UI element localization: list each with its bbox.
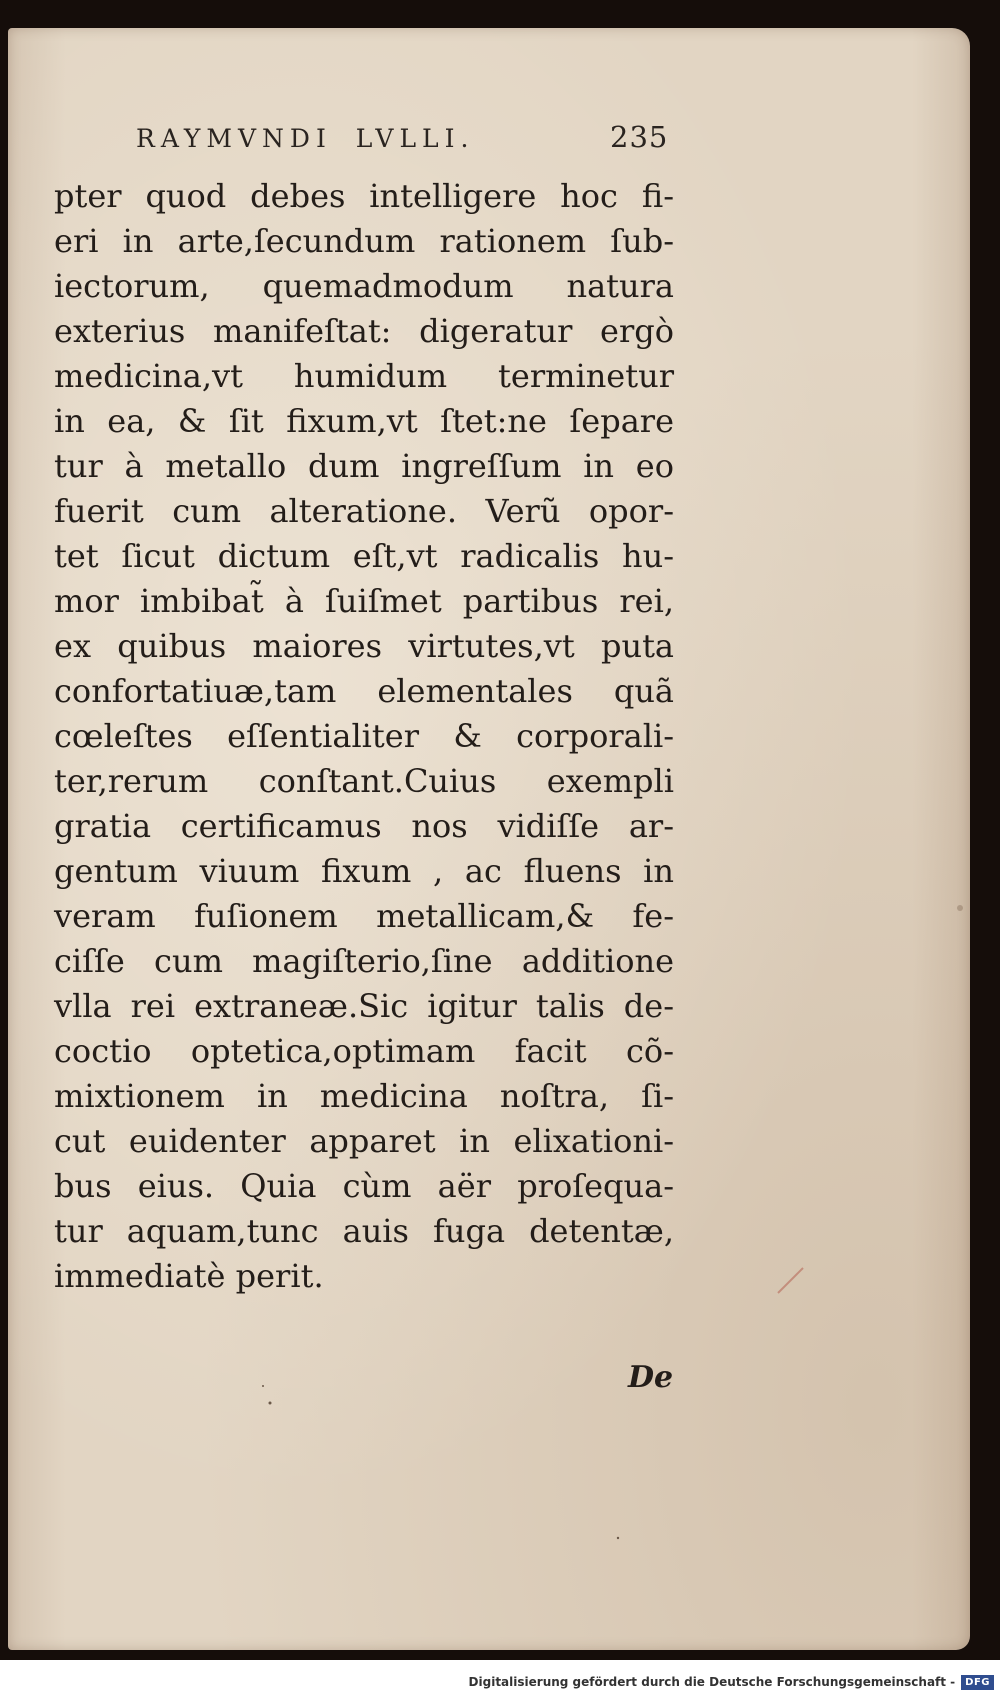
text-line: confortatiuæ,tam elementales quã <box>54 672 674 710</box>
text-line: cut euidenter apparet in elixationi- <box>54 1122 674 1160</box>
text-line: pter quod debes intelligere hoc fi- <box>54 177 674 215</box>
page-header <box>8 120 970 164</box>
book-page <box>8 28 970 1650</box>
text-line: iectorum, quemadmodum natura <box>54 267 674 305</box>
text-line: in ea, & ſit fixum,vt ſtet:ne ſepare <box>54 402 674 440</box>
digitization-credit <box>469 1667 994 1697</box>
text-line: ciſſe cum magiſterio,ſine additione <box>54 942 674 980</box>
text-line: ter,rerum conſtant.Cuius exempli <box>54 762 674 800</box>
text-line: tur à metallo dum ingreſſum in eo <box>54 447 674 485</box>
text-line: gentum viuum fixum , ac fluens in <box>54 852 674 890</box>
text-line: eri in arte,ſecundum rationem ſub- <box>54 222 674 260</box>
text-line: mor imbibat̃ à ſuiſmet partibus rei, <box>54 582 674 620</box>
text-line: ex quibus maiores virtutes,vt puta <box>54 627 674 665</box>
text-line: medicina,vt humidum terminetur <box>54 357 674 395</box>
text-line: immediatè perit. <box>54 1257 324 1295</box>
catchword: De <box>628 1360 674 1395</box>
text-line: exterius manifeſtat: digeratur ergò <box>54 312 674 350</box>
page-number: 235 <box>610 120 669 154</box>
text-line: vlla rei extraneæ.Sic igitur talis de- <box>54 987 674 1025</box>
text-line: veram fuſionem metallicam,& fe- <box>54 897 674 935</box>
text-line: tet ſicut dictum eſt,vt radicalis hu- <box>54 537 674 575</box>
text-line: coctio optetica,optimam facit cõ- <box>54 1032 674 1070</box>
text-line: bus eius. Quia cùm aër proſequa- <box>54 1167 674 1205</box>
running-head: RAYMVNDI LVLLI. <box>136 124 475 153</box>
body-text <box>54 174 674 1299</box>
text-line: cœleſtes eſſentialiter & corporali- <box>54 717 674 755</box>
text-line: mixtionem in medicina noſtra, ſi- <box>54 1077 674 1115</box>
credit-text: Digitalisierung gefördert durch die Deutsche Forschungsgemeinschaft - <box>468 1675 956 1689</box>
text-line: fuerit cum alteratione. Verũ opor- <box>54 492 674 530</box>
text-line: gratia certificamus nos vidiſſe ar- <box>54 807 674 845</box>
text-line: tur aquam,tunc auis fuga detentæ, <box>54 1212 674 1250</box>
dfg-logo: DFG <box>961 1675 994 1690</box>
